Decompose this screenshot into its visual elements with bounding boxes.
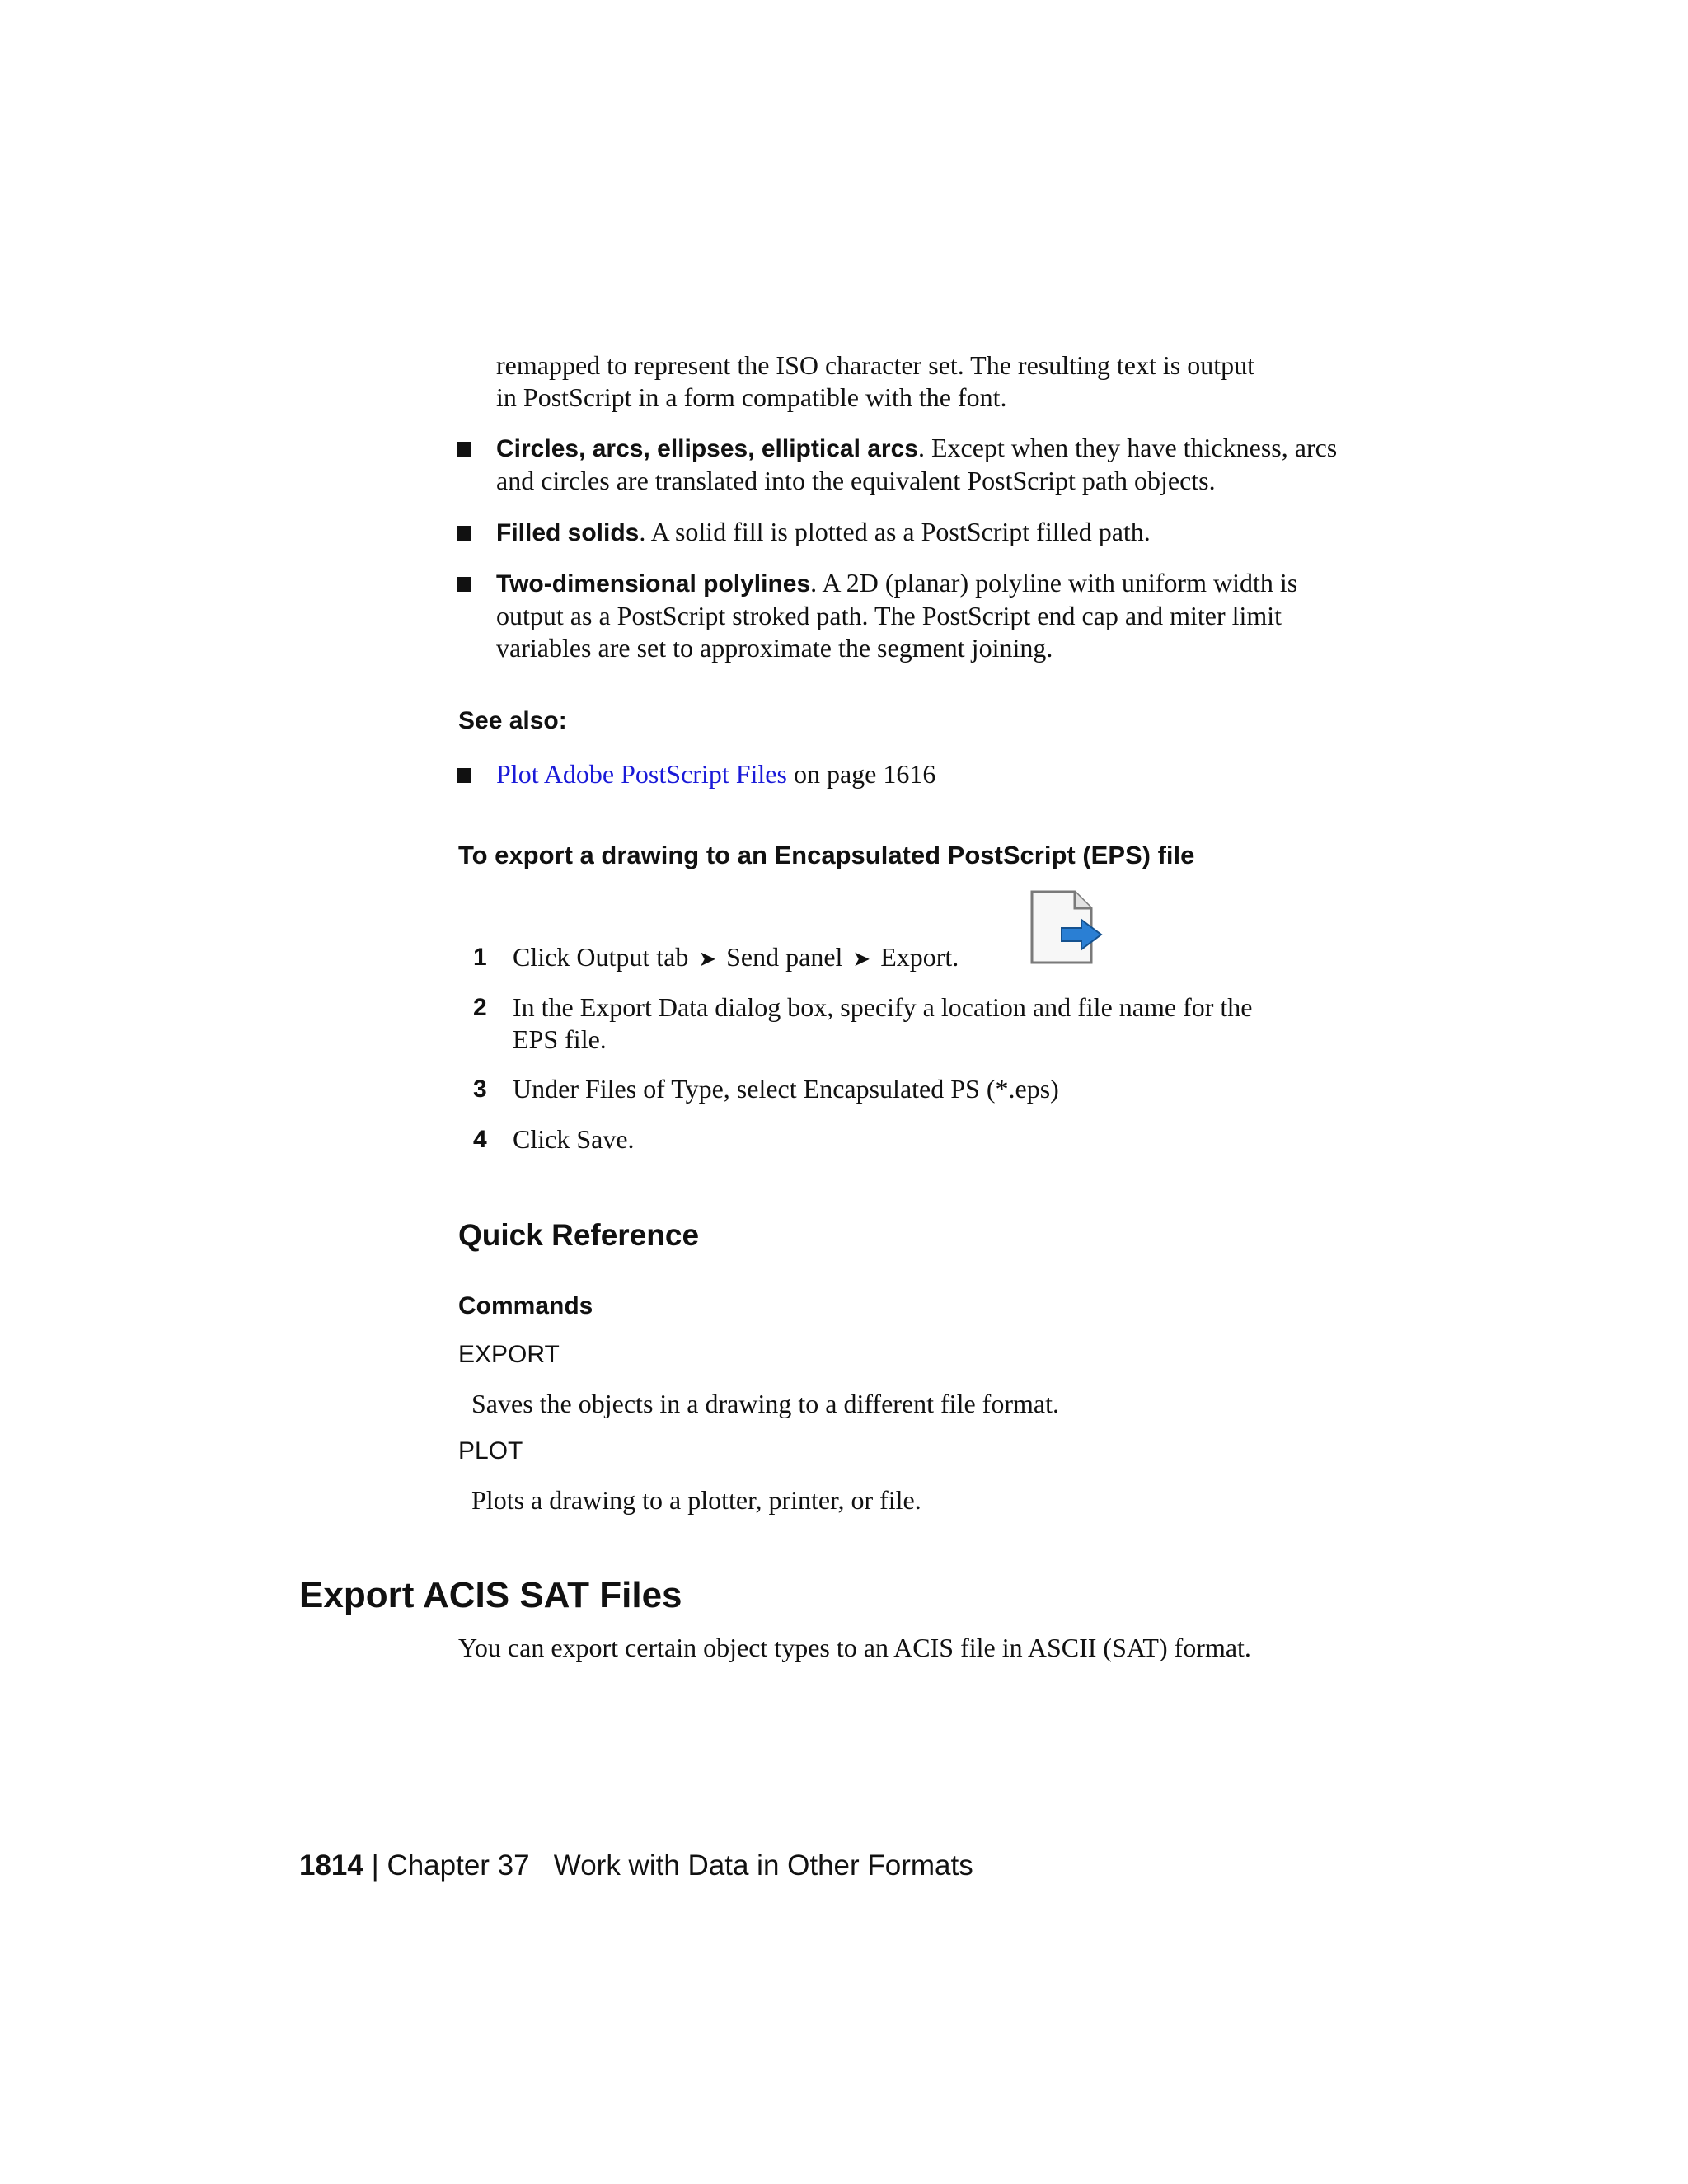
quick-reference-title: Quick Reference — [458, 1218, 700, 1252]
step-part-output-tab: Click Output tab — [513, 942, 689, 972]
page-footer — [299, 1849, 973, 1882]
export-acis-body: You can export certain object types to an ACIS file in ASCII (SAT) format. — [458, 1633, 1251, 1662]
footer-chapter-title: Work with Data in Other Formats — [553, 1849, 973, 1882]
section-title-export-acis: Export ACIS SAT Files — [299, 1575, 682, 1615]
see-also-heading: See also: — [458, 707, 567, 734]
bullet-text: . A 2D (planar) polyline with uniform width is — [810, 568, 1298, 598]
footer-separator: | — [371, 1849, 379, 1882]
procedure-step-1 — [473, 941, 1380, 975]
arrow-separator-icon: ➤ — [852, 947, 871, 971]
step-text-line: Click Save. — [513, 1124, 635, 1154]
arrow-separator-icon: ➤ — [698, 947, 717, 971]
procedure-title: To export a drawing to an Encapsulated PostScript (EPS) file — [458, 841, 1195, 869]
step-number: 4 — [473, 1126, 487, 1153]
bullet-text: output as a PostScript stroked path. The PostScript end cap and miter limit — [496, 601, 1282, 630]
plot-postscript-link[interactable]: Plot Adobe PostScript Files — [496, 759, 787, 789]
bullet-item-circles — [458, 432, 1365, 497]
procedure-step-2 — [473, 991, 1380, 1056]
step-number: 1 — [473, 944, 487, 971]
bullet-text: and circles are translated into the equivalent PostScript path objects. — [496, 466, 1216, 495]
bullet-lead: Circles, arcs, ellipses, elliptical arcs — [496, 435, 918, 462]
bullet-lead: Two-dimensional polylines — [496, 570, 811, 598]
bullet-square-icon — [457, 577, 471, 592]
step-text-line: In the Export Data dialog box, specify a location and file name for the — [513, 992, 1253, 1022]
commands-heading: Commands — [458, 1292, 593, 1319]
step-text-line: Under Files of Type, select Encapsulated PS (*.eps) — [513, 1074, 1059, 1104]
step-number: 2 — [473, 994, 487, 1021]
bullet-item-polylines — [458, 567, 1365, 664]
command-name-plot: PLOT — [458, 1437, 523, 1465]
continuation-line-1: remapped to represent the ISO character set. The resulting text is output — [496, 350, 1254, 380]
page-number: 1814 — [299, 1849, 363, 1882]
bullet-square-icon — [457, 442, 471, 457]
command-name-export: EXPORT — [458, 1341, 560, 1368]
command-description-export: Saves the objects in a drawing to a different file format. — [471, 1389, 1059, 1418]
step-text-line: EPS file. — [513, 1024, 607, 1054]
step-number: 3 — [473, 1076, 487, 1103]
procedure-step-4 — [473, 1123, 1380, 1155]
command-description-plot: Plots a drawing to a plotter, printer, or file. — [471, 1485, 921, 1515]
procedure-step-3 — [473, 1073, 1380, 1105]
footer-chapter: Chapter 37 — [387, 1849, 530, 1882]
bullet-item-filled-solids — [458, 516, 1365, 549]
bullet-text: . A solid fill is plotted as a PostScript filled path. — [639, 517, 1151, 546]
see-also-item — [458, 758, 1365, 790]
link-suffix: on page 1616 — [786, 759, 936, 789]
step-part-send-panel: Send panel — [726, 942, 843, 972]
bullet-text: . Except when they have thickness, arcs — [917, 433, 1338, 462]
bullet-lead: Filled solids — [496, 519, 640, 546]
continuation-line-2: in PostScript in a form compatible with the font. — [496, 382, 1007, 412]
bullet-square-icon — [457, 526, 471, 541]
continuation-paragraph — [496, 349, 1403, 414]
step-part-export: Export. — [880, 942, 959, 972]
bullet-square-icon — [457, 768, 471, 783]
bullet-text: variables are set to approximate the segment joining. — [496, 633, 1053, 663]
